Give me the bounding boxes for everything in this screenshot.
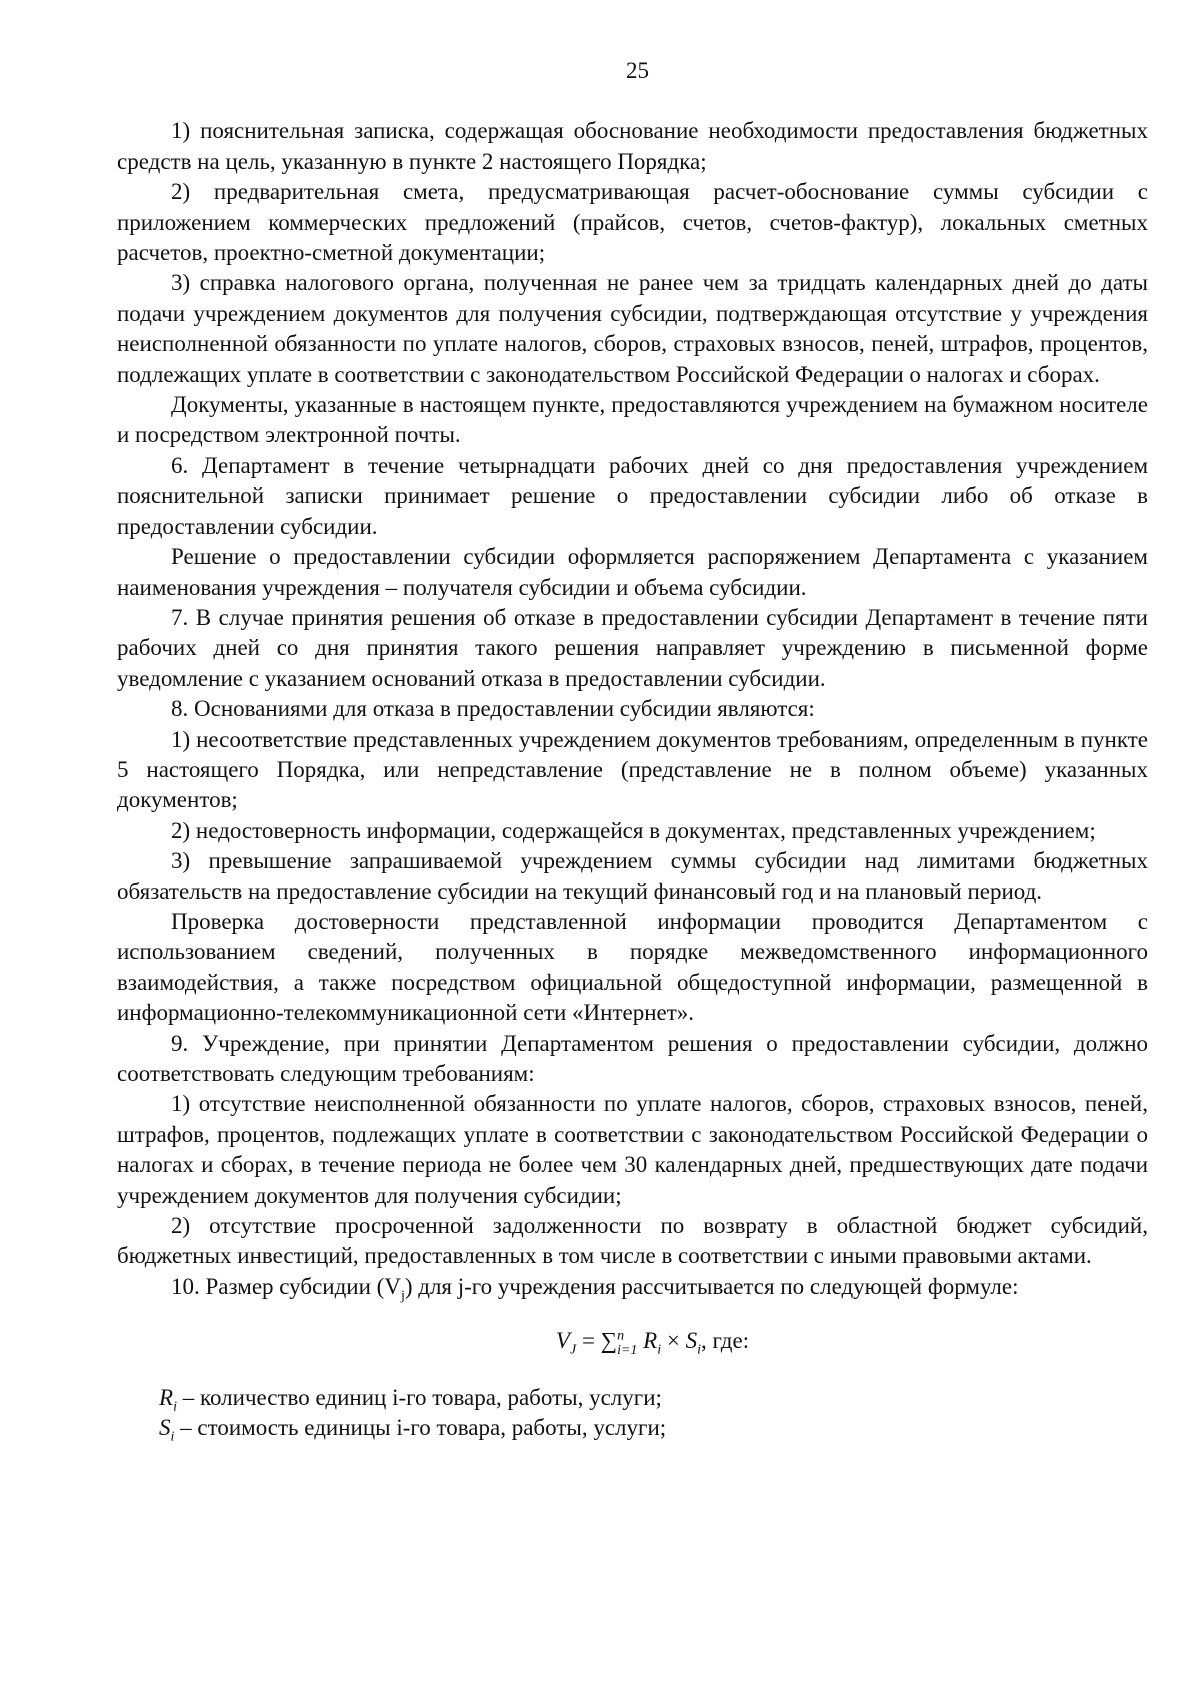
paragraph-10: 2) недостоверность информации, содержащейся в документах, представленных учреждением; xyxy=(171,817,1096,843)
paragraph-9: 1) несоответствие представленных учреждением документов требованиям, определенным в пункте 5 настоящего Порядка, или непредставление (представление не в полном объеме) указанных документов; xyxy=(117,726,1148,813)
formula-lhs-sub: J xyxy=(569,1342,577,1358)
formula-times: × xyxy=(661,1328,686,1354)
paragraph-11: 3) превышение запрашиваемой учреждением суммы субсидии над лимитами бюджетных обязательств на предоставление субсидии на текущий финансовый год и на плановый период. xyxy=(117,848,1148,904)
subsidy-formula xyxy=(117,1326,1148,1356)
paragraph-14: 1) отсутствие неисполненной обязанности по уплате налогов, сборов, страховых взносов, пеней, штрафов, процентов, подлежащих уплате в соответствии с законодательством Российской Федерации о налогах и сборах, в течение периода не более чем 30 календарных дней, предшествующих дате подачи учреждением документов для получения субсидии; xyxy=(117,1091,1148,1208)
definition-s-sub: i xyxy=(170,1429,175,1445)
formula-s-sub: i xyxy=(697,1342,701,1358)
formula-eq: = xyxy=(576,1328,601,1354)
paragraph-15: 2) отсутствие просроченной задолженности по возврату в областной бюджет субсидий, бюджетных инвестиций, предоставленных в том числе в соответствии с иными правовыми актами. xyxy=(117,1213,1148,1269)
paragraph-6: Решение о предоставлении субсидии оформляется распоряжением Департамента с указанием наименования учреждения – получателя субсидии и объема субсидии. xyxy=(117,544,1148,600)
formula-tail: , где: xyxy=(701,1328,750,1354)
paragraph-8: 8. Основаниями для отказа в предоставлении субсидии являются: xyxy=(171,696,815,722)
paragraph-7: 7. В случае принятия решения об отказе в предоставлении субсидии Департамент в течение пяти рабочих дней со дня принятия такого решения направляет учреждению в письменной форме уведомление с указанием оснований отказа в предоставлении субсидии. xyxy=(117,604,1148,691)
paragraph-13: 9. Учреждение, при принятии Департаментом решения о предоставлении субсидии, должно соответствовать следующим требованиям: xyxy=(117,1030,1148,1086)
paragraph-3: 3) справка налогового органа, полученная не ранее чем за тридцать календарных дней до даты подачи учреждением документов для получения субсидии, подтверждающая отсутствие у учреждения неисполненной обязанности по уплате налогов, сборов, страховых взносов, пеней, штрафов, процентов, подлежащих уплате в соответствии с законодательством Российской Федерации о налогах и сборах. xyxy=(117,270,1148,387)
formula-r-sub: i xyxy=(657,1342,662,1358)
paragraph-4: Документы, указанные в настоящем пункте, предоставляются учреждением на бумажном носителе и посредством электронной почты. xyxy=(117,392,1148,448)
formula-s: S xyxy=(685,1328,698,1354)
formula-intro-before: 10. Размер субсидии (V xyxy=(171,1273,401,1299)
paragraph-1: 1) пояснительная записка, содержащая обоснование необходимости предоставления бюджетных средств на цель, указанную в пункте 2 настоящего Порядка; xyxy=(117,118,1148,174)
definition-r-text: – количество единиц i-го товара, работы, услуги; xyxy=(176,1384,662,1410)
paragraph-12: Проверка достоверности представленной информации проводится Департаментом с использованием сведений, полученных в порядке межведомственного информационного взаимодействия, а также посредством официальной общедоступной информации, размещенной в информационно-телекоммуникационной сети «Интернет». xyxy=(117,908,1148,1026)
paragraph-2: 2) предварительная смета, предусматривающая расчет-обоснование суммы субсидии с приложением коммерческих предложений (прайсов, счетов, счетов-фактур), локальных сметных расчетов, проектно-сметной документации; xyxy=(117,179,1148,266)
formula-intro-sub: j xyxy=(400,1288,405,1304)
definition-s-symbol: S xyxy=(159,1415,171,1441)
formula-sum-sup: n xyxy=(617,1328,625,1344)
definition-s xyxy=(117,1413,1148,1443)
formula-intro xyxy=(117,1272,1148,1302)
page-number: 25 xyxy=(626,58,649,83)
formula-r: R xyxy=(643,1328,658,1354)
formula-intro-after: ) для j-го учреждения рассчитывается по следующей формуле: xyxy=(404,1273,1019,1299)
formula-sum-sub: i=1 xyxy=(617,1342,638,1358)
paragraph-5: 6. Департамент в течение четырнадцати рабочих дней со дня предоставления учреждением пояснительной записки принимает решение о предоставлении субсидии либо об отказе в предоставлении субсидии. xyxy=(117,452,1148,539)
definition-r-sub: i xyxy=(173,1399,177,1415)
formula-sum: ∑ xyxy=(600,1328,618,1354)
definition-r xyxy=(117,1383,1148,1413)
formula-lhs: V xyxy=(555,1328,570,1354)
definition-r-symbol: R xyxy=(159,1384,174,1410)
definition-s-text: – стоимость единицы i-го товара, работы, услуги; xyxy=(174,1415,667,1441)
